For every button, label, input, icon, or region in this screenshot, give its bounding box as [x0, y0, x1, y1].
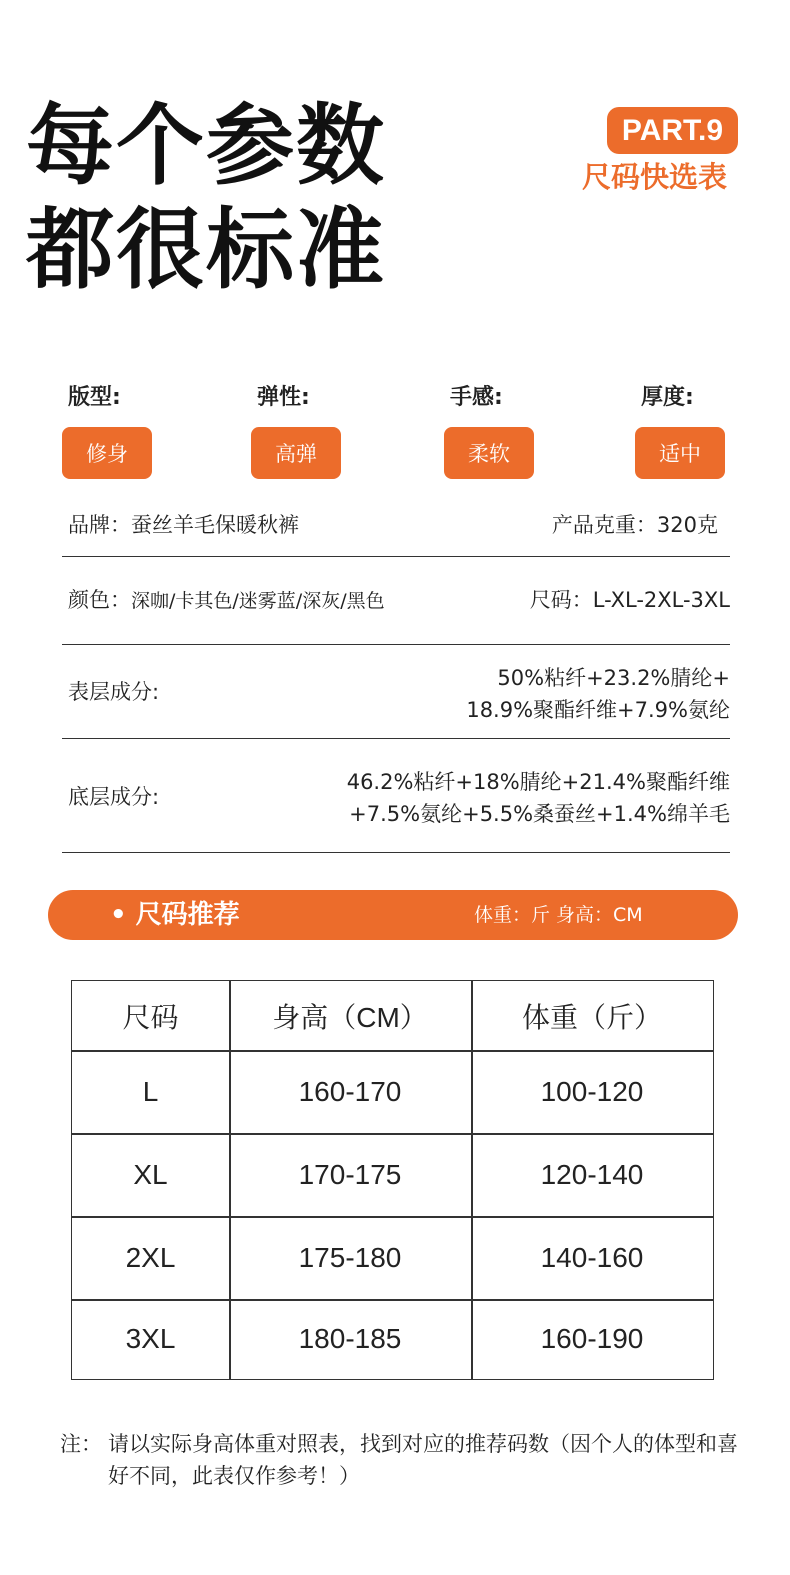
- attr-pill-fit: 修身: [62, 427, 152, 479]
- table-cell: 120-140: [540, 1158, 644, 1190]
- spec-inner-line-1: 46.2%粘纤+18%腈纶+21.4%聚酯纤维: [346, 770, 730, 794]
- attr-pill-feel: 柔软: [444, 427, 534, 479]
- attr-label-elasticity: 弹性:: [257, 385, 310, 410]
- table-header-size: 尺码: [122, 1001, 179, 1033]
- attr-label-fit: 版型:: [68, 385, 121, 410]
- headline-line-2: 都很标准: [26, 198, 387, 301]
- note-prefix: 注：: [60, 1432, 102, 1456]
- table-cell: XL: [133, 1158, 168, 1190]
- attr-label-feel: 手感:: [450, 385, 503, 410]
- table-cell: 160-170: [298, 1075, 402, 1107]
- spec-outer-line-2: 18.9%聚酯纤维+7.9%氨纶: [466, 698, 730, 722]
- divider: [62, 738, 730, 739]
- size-table: [71, 980, 714, 1380]
- spec-inner-line-2: +7.5%氨纶+5.5%桑蚕丝+1.4%绵羊毛: [349, 802, 730, 826]
- divider: [62, 556, 730, 557]
- divider: [62, 852, 730, 853]
- note-text: 请以实际身高体重对照表，找到对应的推荐码数（因个人的体型和喜好不同，此表仅作参考！）: [108, 1432, 738, 1488]
- table-cell: L: [142, 1075, 159, 1107]
- spec-brand: 品牌：蚕丝羊毛保暖秋裤: [68, 513, 299, 537]
- headline-line-1: 每个参数: [26, 94, 387, 197]
- spec-color: [68, 585, 385, 617]
- part-badge: PART.9: [607, 107, 738, 154]
- spec-inner-label: 底层成分:: [68, 785, 160, 809]
- table-cell: 100-120: [540, 1075, 644, 1107]
- spec-color-value: 深咖/卡其色/迷雾蓝/深灰/黑色: [131, 590, 385, 612]
- spec-weight: 产品克重：320克: [551, 513, 718, 537]
- table-cell: 175-180: [298, 1241, 402, 1273]
- table-header-weight: 体重（斤）: [521, 1001, 662, 1033]
- table-cell: 140-160: [540, 1241, 644, 1273]
- spec-color-label: 颜色：: [68, 588, 131, 612]
- table-cell: 180-185: [298, 1323, 402, 1354]
- attr-pill-elasticity: 高弹: [251, 427, 341, 479]
- table-cell: 160-190: [540, 1323, 644, 1354]
- table-cell: 2XL: [125, 1241, 176, 1273]
- table-cell: 3XL: [125, 1323, 176, 1354]
- table-header-height: 身高（CM）: [272, 1001, 428, 1033]
- divider: [62, 644, 730, 645]
- table-cell: 170-175: [298, 1158, 402, 1190]
- spec-size: 尺码：L-XL-2XL-3XL: [529, 588, 730, 612]
- attr-label-thickness: 厚度:: [641, 385, 694, 410]
- recommend-units: 体重：斤 身高：CM: [474, 904, 643, 926]
- spec-outer-label: 表层成分:: [68, 680, 160, 704]
- recommend-title: • 尺码推荐: [110, 900, 240, 930]
- part-subtitle: 尺码快选表: [582, 160, 728, 194]
- spec-outer-line-1: 50%粘纤+23.2%腈纶+: [497, 666, 730, 690]
- attr-pill-thickness: 适中: [635, 427, 725, 479]
